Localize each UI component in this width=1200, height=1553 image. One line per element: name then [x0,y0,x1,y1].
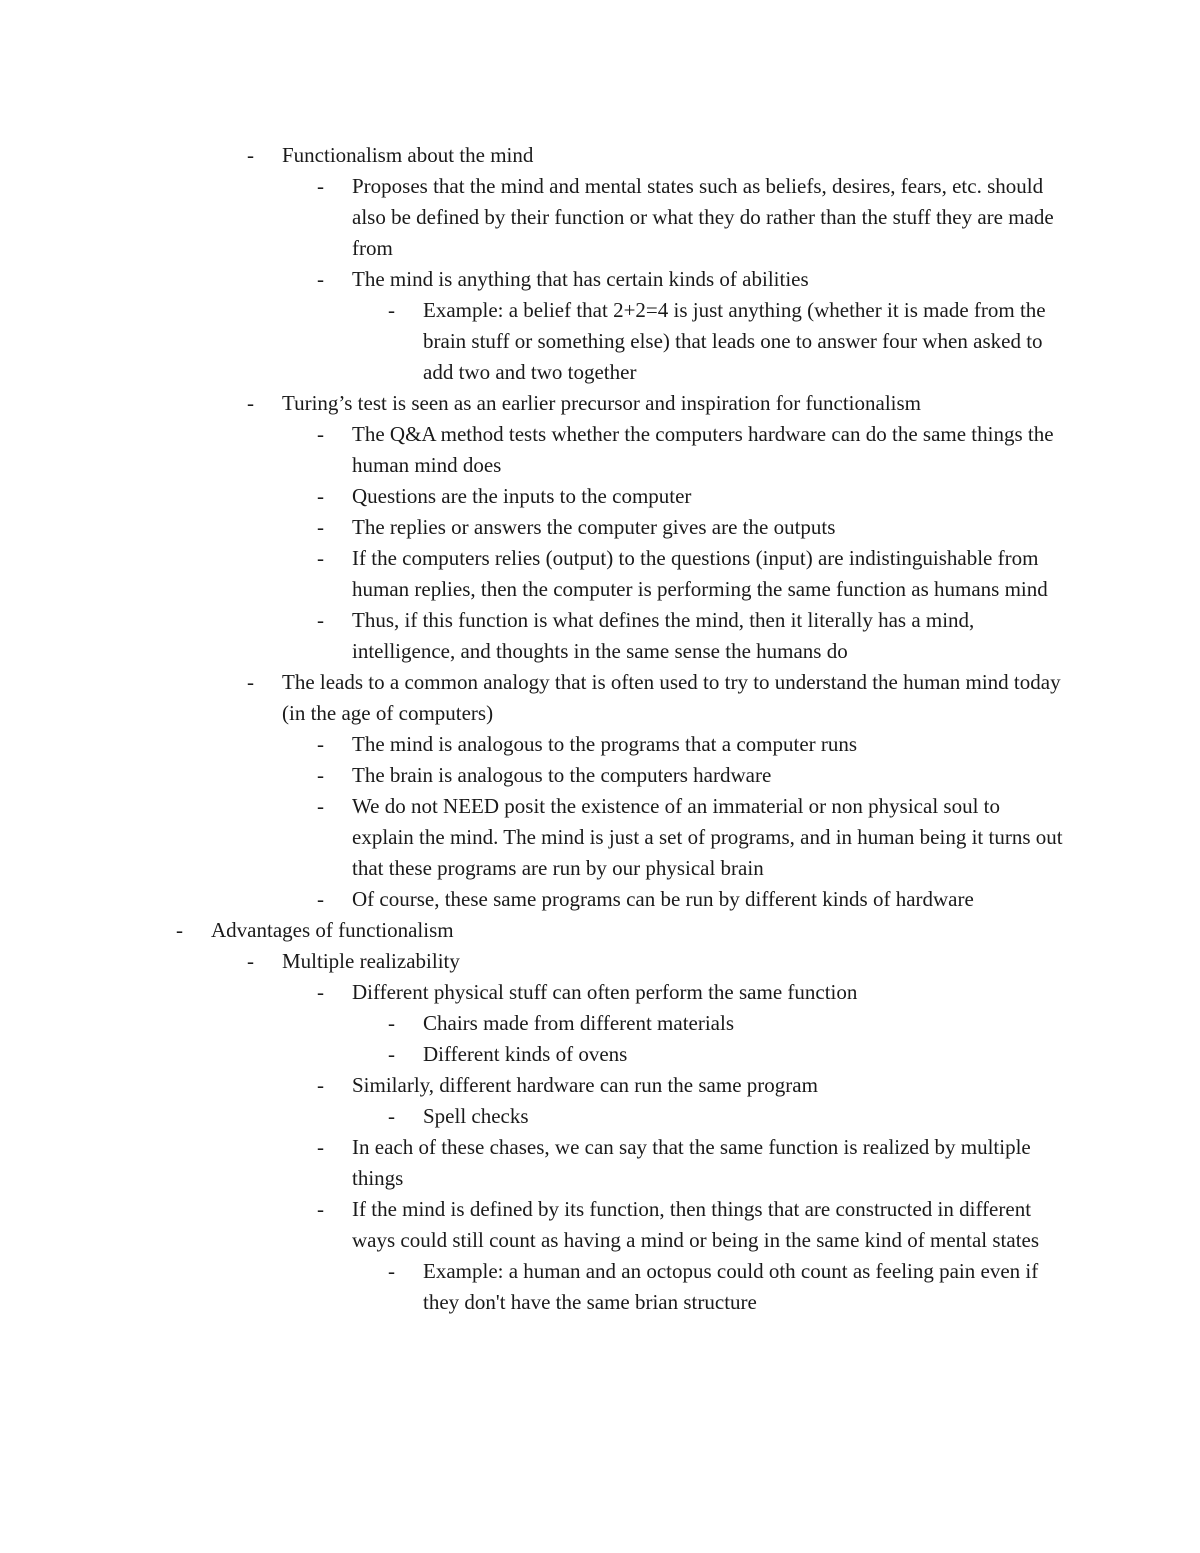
list-item-text: The mind is analogous to the programs that a computer runs [352,732,858,756]
list-item-text: The mind is anything that has certain kinds of abilities [352,267,809,291]
list-item-text: Different kinds of ovens [423,1042,628,1066]
bullet-dash: - [317,608,324,632]
list-item-text: The Q&A method tests whether the computers hardware can do the same things the human mind does [352,422,1054,477]
list-item-text: Turing’s test is seen as an earlier precursor and inspiration for functionalism [282,391,921,415]
list-item [0,977,1200,1008]
bullet-dash: - [388,1042,395,1066]
list-item [0,884,1200,915]
bullet-dash: - [317,174,324,198]
list-item-text: The brain is analogous to the computers hardware [352,763,772,787]
list-item-text: Example: a belief that 2+2=4 is just anything (whether it is made from the brain stuff or something else) that leads one to answer four when asked to add two and two together [423,298,1046,384]
list-item-text: Advantages of functionalism [211,918,454,942]
bullet-dash: - [388,1104,395,1128]
bullet-dash: - [388,298,395,322]
bullet-dash: - [317,484,324,508]
list-item [0,1070,1200,1101]
list-item [0,1008,1200,1039]
bullet-dash: - [317,732,324,756]
bullet-dash: - [247,949,254,973]
list-item [0,512,1200,543]
list-item [0,605,1200,667]
list-item [0,295,1200,388]
bullet-dash: - [317,763,324,787]
bullet-dash: - [317,887,324,911]
bullet-dash: - [317,422,324,446]
list-item-text: Proposes that the mind and mental states such as beliefs, desires, fears, etc. should also be defined by their function or what they do rather than the stuff they are made from [352,174,1054,260]
list-item-text: Of course, these same programs can be run by different kinds of hardware [352,887,974,911]
bullet-dash: - [317,1135,324,1159]
list-item-text: If the mind is defined by its function, then things that are constructed in different ways could still count as having a mind or being in the same kind of mental states [352,1197,1040,1252]
list-item-text: Different physical stuff can often perform the same function [352,980,858,1004]
list-item-text: The leads to a common analogy that is often used to try to understand the human mind today (in the age of computers) [282,670,1061,725]
bullet-dash: - [247,670,254,694]
list-item [0,1194,1200,1256]
bullet-dash: - [317,794,324,818]
list-item-text: Example: a human and an octopus could oth count as feeling pain even if they don't have the same brian structure [423,1259,1039,1314]
list-item-text: In each of these chases, we can say that the same function is realized by multiple things [352,1135,1031,1190]
bullet-dash: - [317,267,324,291]
bullet-dash: - [247,143,254,167]
list-item [0,1039,1200,1070]
document-body [0,140,1200,1318]
list-item [0,1132,1200,1194]
list-item [0,388,1200,419]
list-item-text: Spell checks [423,1104,529,1128]
list-item-text: Thus, if this function is what defines the mind, then it literally has a mind, intelligence, and thoughts in the same sense the humans do [352,608,975,663]
list-item-text: Questions are the inputs to the computer [352,484,692,508]
list-item [0,543,1200,605]
list-item [0,946,1200,977]
list-item [0,419,1200,481]
list-item-text: Multiple realizability [282,949,460,973]
bullet-dash: - [317,515,324,539]
list-item [0,140,1200,171]
list-item [0,760,1200,791]
list-item [0,791,1200,884]
list-item-text: Chairs made from different materials [423,1011,735,1035]
bullet-dash: - [176,918,183,942]
list-item-text: If the computers relies (output) to the questions (input) are indistinguishable from human replies, then the computer is performing the same function as humans mind [352,546,1048,601]
list-item [0,729,1200,760]
bullet-dash: - [388,1259,395,1283]
bullet-dash: - [317,1197,324,1221]
list-item-text: Functionalism about the mind [282,143,534,167]
list-item-text: Similarly, different hardware can run the same program [352,1073,818,1097]
list-item [0,1101,1200,1132]
list-item [0,915,1200,946]
bullet-dash: - [317,980,324,1004]
list-item-text: We do not NEED posit the existence of an immaterial or non physical soul to explain the mind. The mind is just a set of programs, and in human being it turns out that these programs are run by our physical brain [352,794,1063,880]
list-item [0,171,1200,264]
list-item [0,1256,1200,1318]
list-item [0,667,1200,729]
bullet-dash: - [317,546,324,570]
bullet-dash: - [317,1073,324,1097]
bullet-dash: - [388,1011,395,1035]
list-item-text: The replies or answers the computer gives are the outputs [352,515,836,539]
list-item [0,264,1200,295]
bullet-dash: - [247,391,254,415]
list-item [0,481,1200,512]
